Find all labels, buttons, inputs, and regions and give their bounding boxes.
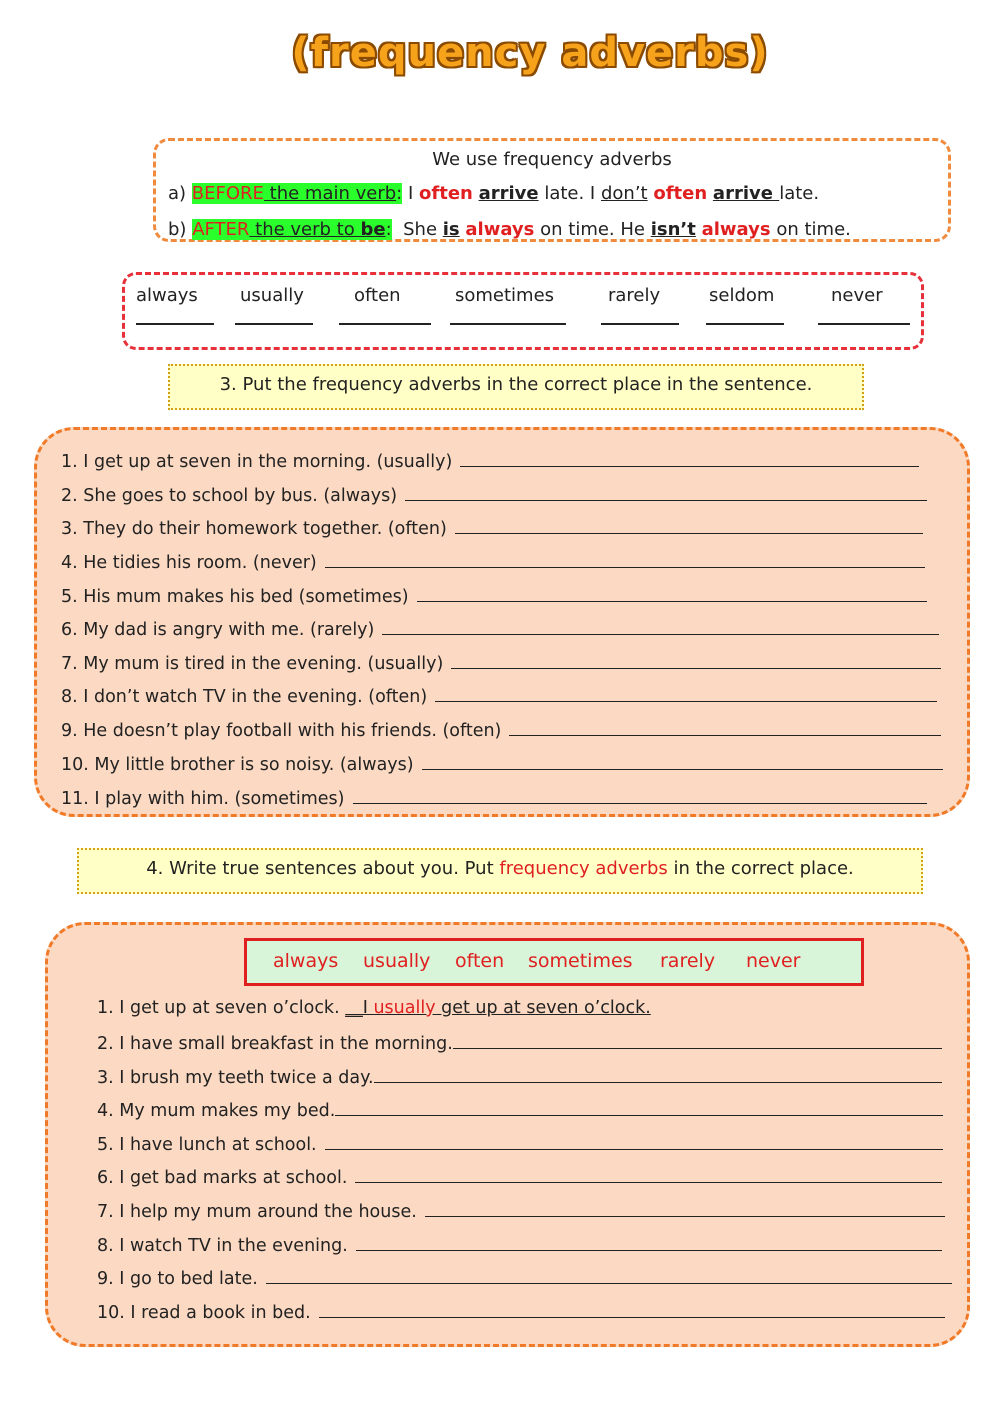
answer-line[interactable]	[451, 652, 941, 669]
word-bank-item: usually	[363, 950, 431, 972]
list-item: 6. My dad is angry with me. (rarely)	[61, 618, 939, 640]
answer-blank[interactable]	[706, 309, 784, 325]
answer-blank[interactable]	[339, 309, 431, 325]
answer-line[interactable]	[353, 787, 928, 804]
list-item: 2. I have small breakfast in the morning.	[97, 1032, 942, 1054]
answer-line[interactable]	[266, 1267, 952, 1284]
list-item: 4. He tidies his room. (never)	[61, 551, 925, 573]
list-item: 5. His mum makes his bed (sometimes)	[61, 585, 927, 607]
list-item: 8. I don’t watch TV in the evening. (often)	[61, 685, 937, 707]
word-bank-item: often	[455, 950, 505, 972]
answer-blank[interactable]	[450, 309, 566, 325]
word-bank-item: rarely	[660, 950, 716, 972]
answer-blank[interactable]	[818, 309, 910, 325]
answer-line[interactable]	[422, 753, 943, 770]
list-item: 2. She goes to school by bus. (always)	[61, 484, 927, 506]
adverb-word: usually	[240, 285, 304, 306]
example-answer: __I usually get up at seven o’clock.	[345, 998, 651, 1018]
task3-exercise-box	[34, 427, 970, 817]
task4-title: 4. Write true sentences about you. Put frequency adverbs in the correct place.	[77, 848, 923, 894]
answer-line[interactable]	[325, 551, 925, 568]
word-bank-item: sometimes	[528, 950, 633, 972]
rule-box	[153, 138, 951, 242]
list-item: 8. I watch TV in the evening.	[97, 1234, 942, 1256]
answer-line[interactable]	[319, 1301, 945, 1318]
rule-line-b: b) AFTER the verb to be: She is always on time. He isn’t always on time.	[168, 219, 851, 240]
list-item: 11. I play with him. (sometimes)	[61, 787, 927, 809]
task3-title: 3. Put the frequency adverbs in the correct place in the sentence.	[168, 364, 864, 410]
answer-line[interactable]	[417, 585, 927, 602]
answer-line[interactable]	[335, 1099, 943, 1116]
rule-heading: We use frequency adverbs	[432, 149, 672, 170]
answer-blank[interactable]	[601, 309, 679, 325]
list-item: 3. They do their homework together. (often)	[61, 517, 923, 539]
list-item: 7. My mum is tired in the evening. (usually)	[61, 652, 941, 674]
word-bank-item: never	[746, 950, 801, 972]
list-item: 5. I have lunch at school.	[97, 1133, 943, 1155]
answer-blank[interactable]	[136, 309, 214, 325]
answer-line[interactable]	[455, 517, 923, 534]
list-item: 9. I go to bed late.	[97, 1267, 952, 1289]
list-item: 1. I get up at seven in the morning. (usually)	[61, 450, 919, 472]
list-item: 9. He doesn’t play football with his friends. (often)	[61, 719, 941, 741]
rule-a-label: BEFORE the main verb:	[191, 183, 403, 204]
adverb-word: rarely	[608, 285, 661, 306]
answer-line[interactable]	[374, 1066, 942, 1083]
answer-line[interactable]	[325, 1133, 943, 1150]
worksheet-title: (frequency adverbs)	[291, 30, 769, 76]
answer-line[interactable]	[460, 450, 919, 467]
word-bank-item: always	[273, 950, 339, 972]
answer-line[interactable]	[435, 685, 937, 702]
word-bank	[244, 938, 864, 986]
rule-b-label: AFTER the verb to be:	[192, 219, 392, 240]
answer-line[interactable]	[405, 484, 927, 501]
adverb-word: often	[354, 285, 401, 306]
answer-line[interactable]	[509, 719, 941, 736]
adverb-word: never	[831, 285, 883, 306]
answer-line[interactable]	[382, 618, 939, 635]
list-item: 4. My mum makes my bed.	[97, 1099, 943, 1121]
adverb-word: always	[136, 285, 198, 306]
list-item: 10. My little brother is so noisy. (always)	[61, 753, 943, 775]
list-item: 7. I help my mum around the house.	[97, 1200, 945, 1222]
list-item: 3. I brush my teeth twice a day.	[97, 1066, 942, 1088]
answer-blank[interactable]	[235, 309, 313, 325]
adverb-list-box	[122, 272, 924, 350]
answer-line[interactable]	[356, 1234, 942, 1251]
adverb-word: seldom	[709, 285, 775, 306]
rule-line-a: a) BEFORE the main verb: I often arrive late. I don’t often arrive late.	[168, 183, 820, 204]
list-item: 6. I get bad marks at school.	[97, 1166, 942, 1188]
answer-line[interactable]	[425, 1200, 945, 1217]
answer-line[interactable]	[453, 1032, 942, 1049]
answer-line[interactable]	[355, 1166, 942, 1183]
list-item: 10. I read a book in bed.	[97, 1301, 945, 1323]
example-item: 1. I get up at seven o’clock. __I usually get up at seven o’clock.	[97, 998, 651, 1018]
adverb-word: sometimes	[455, 285, 555, 306]
